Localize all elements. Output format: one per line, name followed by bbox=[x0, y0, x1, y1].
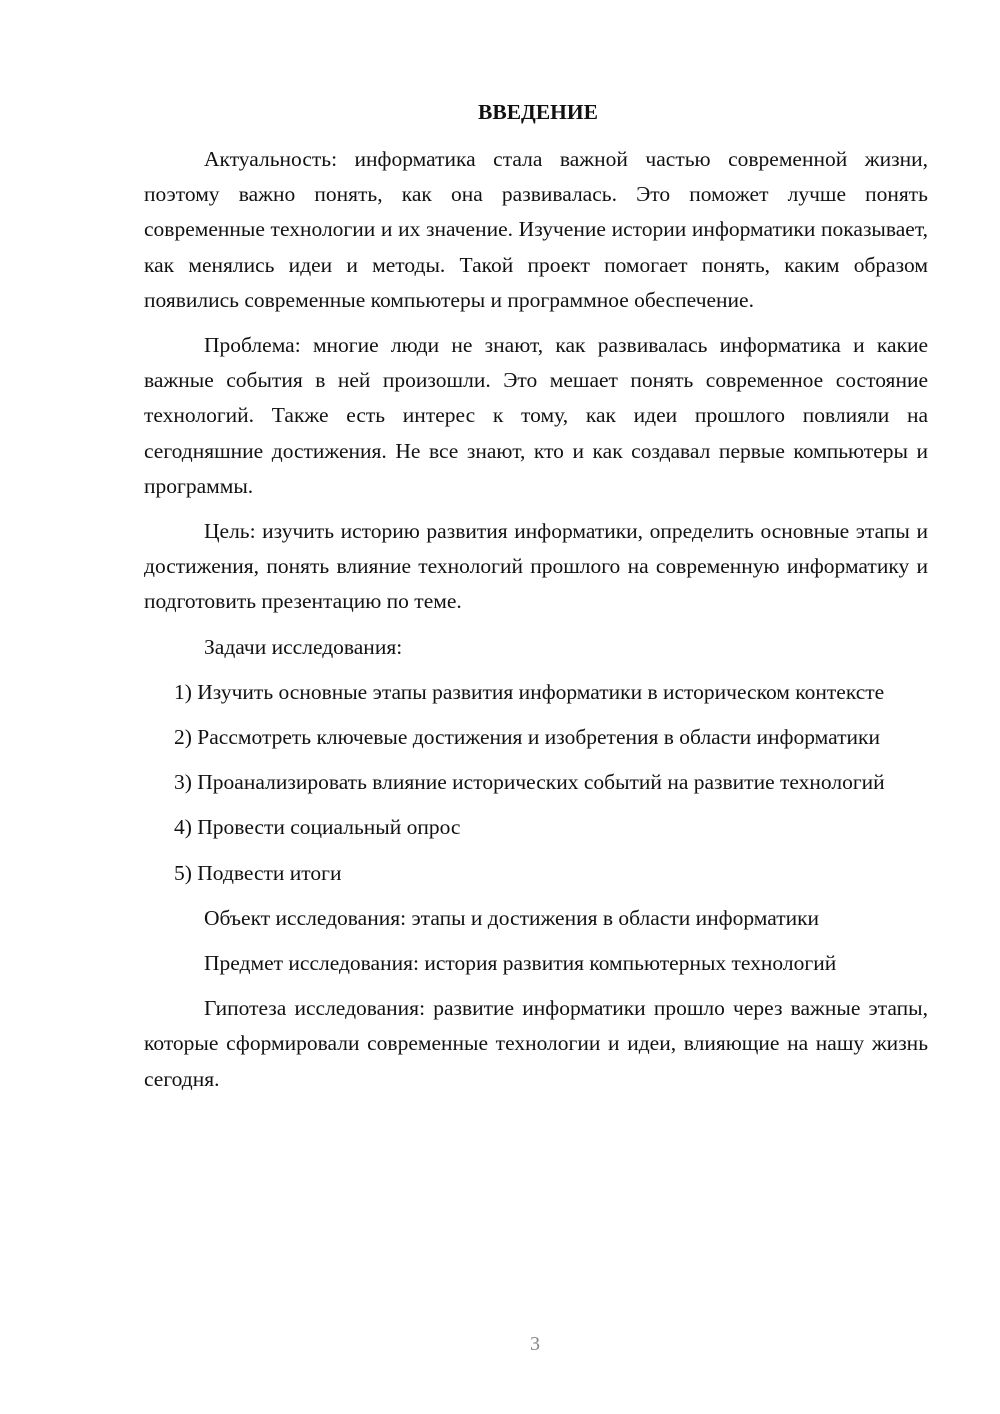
research-subject-paragraph: Предмет исследования: история развития компьютерных технологий bbox=[204, 951, 837, 976]
problem-paragraph: Проблема: многие люди не знают, как развивалась информатика и какие важные события в ней произошли. Это мешает понять современное состояние технологий. Также есть интерес к тому, как идеи прошлого повлияли на сегодняшние достижения. Не все знают, кто и как создавал первые компьютеры и программы. bbox=[144, 333, 928, 498]
relevance-paragraph: Актуальность: информатика стала важной частью современной жизни, поэтому важно понять, как она развивалась. Это поможет лучше понять современные технологии и их значение. Изучение истории информатики показывает, как менялись идеи и методы. Такой проект помогает понять, каким образом появились современные компьютеры и программное обеспечение. bbox=[144, 147, 928, 312]
hypothesis-paragraph: Гипотеза исследования: развитие информатики прошло через важные этапы, которые сформировали современные технологии и идеи, влияющие на нашу жизнь сегодня. bbox=[144, 996, 928, 1091]
task-item: 5) Подвести итоги bbox=[174, 860, 342, 885]
research-object-paragraph: Объект исследования: этапы и достижения в области информатики bbox=[204, 905, 820, 930]
task-item: 1) Изучить основные этапы развития информатики в историческом контексте bbox=[174, 679, 885, 704]
task-item: 2) Рассмотреть ключевые достижения и изобретения в области информатики bbox=[174, 725, 880, 750]
task-item: 4) Провести социальный опрос bbox=[174, 815, 461, 840]
tasks-heading: Задачи исследования: bbox=[204, 634, 403, 659]
task-item: 3) Проанализировать влияние исторических событий на развитие технологий bbox=[174, 770, 885, 795]
page-title: ВВЕДЕНИЕ bbox=[478, 100, 598, 124]
goal-paragraph: Цель: изучить историю развития информатики, определить основные этапы и достижения, понять влияние технологий прошлого на современную информатику и подготовить презентацию по теме. bbox=[144, 519, 928, 614]
page-number: 3 bbox=[530, 1333, 540, 1355]
page-body bbox=[144, 96, 928, 1107]
